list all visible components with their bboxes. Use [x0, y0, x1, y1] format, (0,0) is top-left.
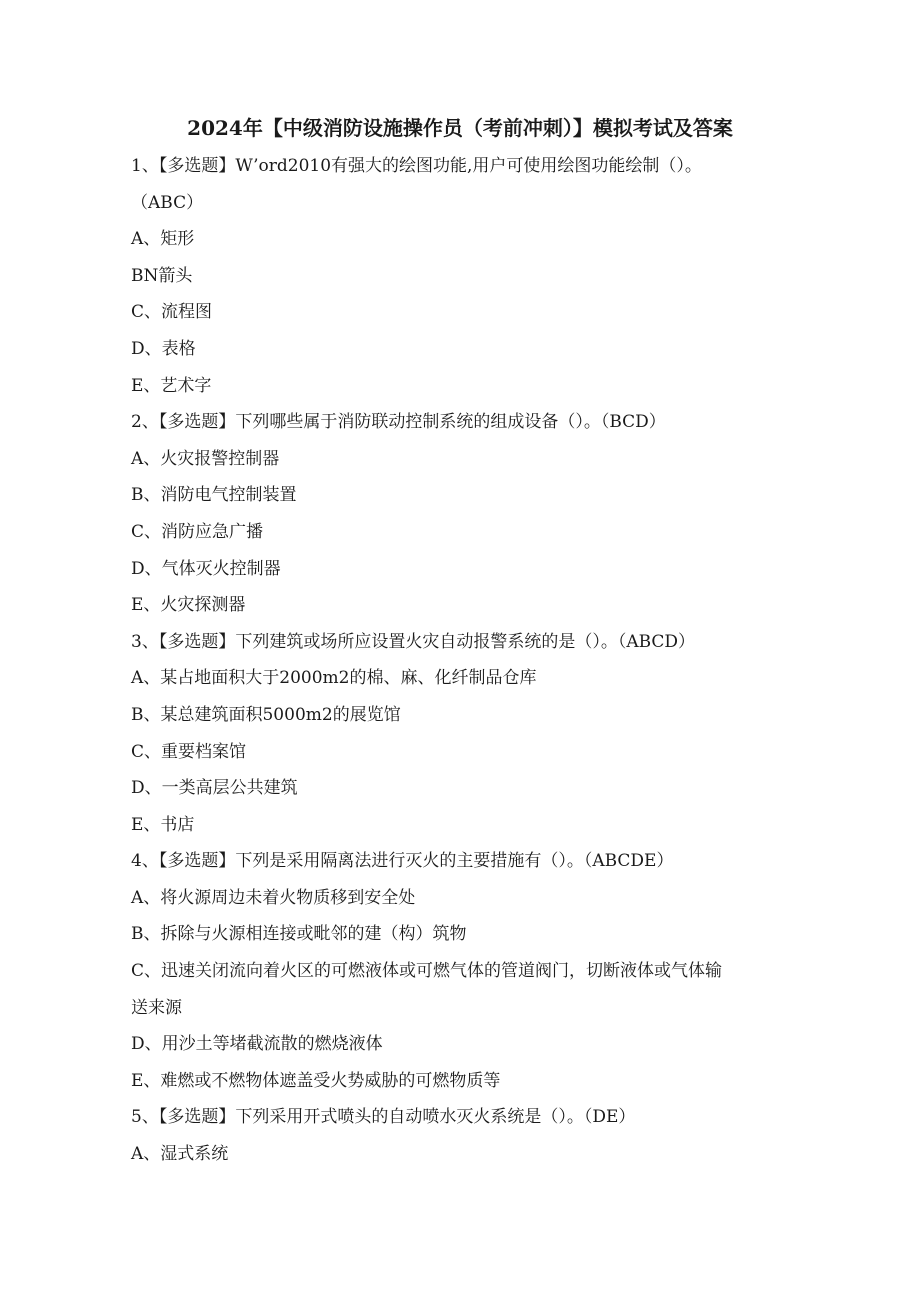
question-1-option-b: BN箭头: [131, 265, 193, 286]
question-2-option-d: D、气体灭火控制器: [131, 558, 281, 579]
question-1-stem: 1、【多选题】W’ord2010有强大的绘图功能,用户可使用绘图功能绘制（）。: [131, 156, 702, 176]
question-5-option-a: A、湿式系统: [131, 1144, 229, 1165]
question-2-stem: 2、【多选题】下列哪些属于消防联动控制系统的组成设备（）。（BCD）: [131, 412, 666, 433]
question-3-option-c: C、重要档案馆: [131, 741, 247, 762]
question-3-option-d: D、一类高层公共建筑: [131, 778, 298, 799]
question-3-option-b: B、某总建筑面积5000m2的展览馆: [131, 704, 401, 725]
page-title: 2024年【中级消防设施操作员（考前冲刺）】模拟考试及答案: [187, 116, 733, 140]
question-4-option-e: E、难燃或不燃物体遮盖受火势威胁的可燃物质等: [131, 1070, 501, 1091]
question-4-option-c: C、迅速关闭流向着火区的可燃液体或可燃气体的管道阀门，切断液体或气体输: [131, 961, 723, 982]
question-2-option-e: E、火灾探测器: [131, 595, 246, 616]
question-1-option-e: E、艺术字: [131, 375, 212, 396]
question-5-stem: 5、【多选题】下列采用开式喷头的自动喷水灭火系统是（）。（DE）: [131, 1107, 636, 1128]
question-2-option-c: C、消防应急广播: [131, 521, 264, 542]
question-2-option-b: B、消防电气控制装置: [131, 485, 297, 506]
question-3-stem: 3、【多选题】下列建筑或场所应设置火灾自动报警系统的是（）。（ABCD）: [131, 631, 696, 652]
question-3-option-a: A、某占地面积大于2000m2的棉、麻、化纤制品仓库: [131, 668, 537, 689]
question-4-option-a: A、将火源周边未着火物质移到安全处: [131, 887, 416, 908]
question-4-option-c-continued: 送来源: [131, 997, 182, 1018]
question-list: [131, 148, 791, 1173]
question-2-option-a: A、火灾报警控制器: [131, 448, 280, 469]
question-4-option-b: B、拆除与火源相连接或毗邻的建（构）筑物: [131, 924, 467, 945]
question-3-option-e: E、书店: [131, 814, 195, 835]
question-1-option-d: D、表格: [131, 338, 196, 359]
question-1-option-c: C、流程图: [131, 302, 213, 323]
question-4-option-d: D、用沙土等堵截流散的燃烧液体: [131, 1034, 383, 1055]
question-4-stem: 4、【多选题】下列是采用隔离法进行灭火的主要措施有（）。（ABCDE）: [131, 851, 674, 872]
question-1-option-a: A、矩形: [131, 229, 195, 250]
question-1-answer: （ABC）: [131, 192, 204, 213]
